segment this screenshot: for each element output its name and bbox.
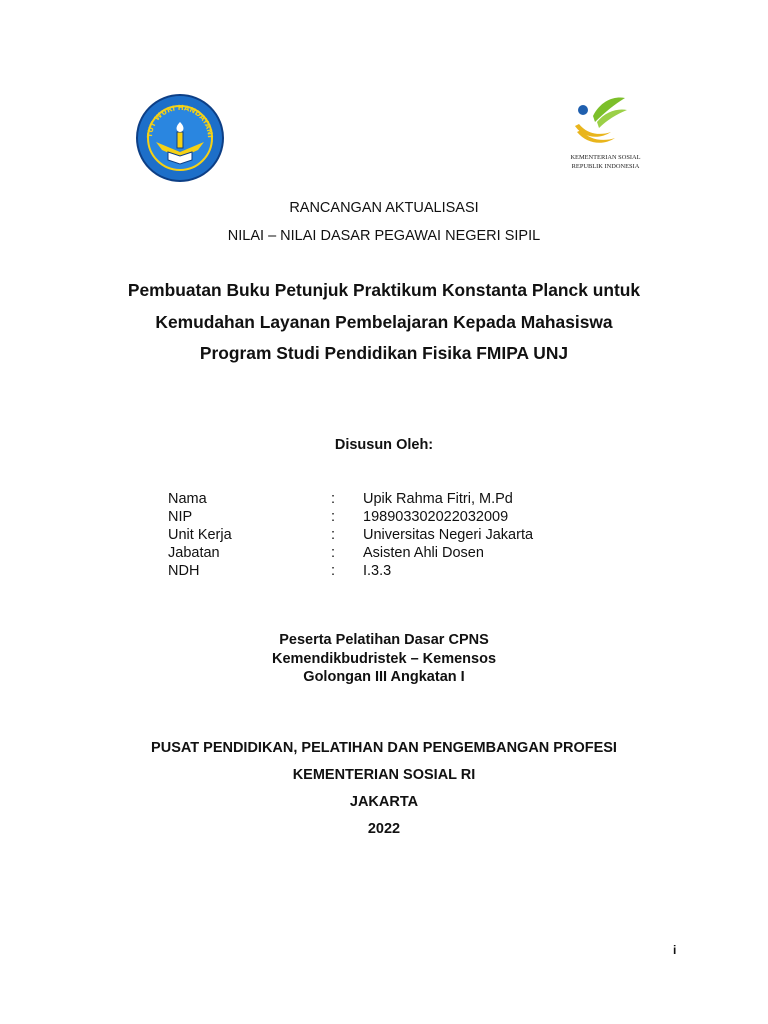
row-separator: : [331, 563, 336, 579]
author-row-ndh [0, 563, 768, 581]
row-value: I.3.3 [363, 563, 392, 579]
row-label: NDH [168, 563, 200, 579]
author-heading: Disusun Oleh: [334, 437, 434, 453]
kemensos-logo-line1: KEMENTERIAN SOSIAL [570, 154, 641, 161]
kemensos-logo-line2: REPUBLIK INDONESIA [571, 163, 640, 170]
author-row-jabatan [0, 545, 768, 563]
row-value: Upik Rahma Fitri, M.Pd [363, 491, 513, 507]
tut-wuri-handayani-logo [134, 92, 226, 184]
kemensos-leaf-icon [553, 92, 658, 152]
institution-city: JAKARTA [349, 794, 419, 810]
page-number: i [673, 943, 677, 957]
title-line-2: Kemudahan Layanan Pembelajaran Kepada Mahasiswa [155, 312, 613, 332]
kementerian-sosial-logo [553, 92, 658, 184]
row-label: Jabatan [168, 545, 220, 561]
row-value: 198903302022032009 [363, 509, 509, 525]
tut-wuri-handayani-emblem-icon [134, 92, 226, 184]
row-separator: : [331, 491, 336, 507]
row-separator: : [331, 509, 336, 525]
title-line-1: Pembuatan Buku Petunjuk Praktikum Konstanta Planck untuk [127, 280, 641, 300]
participant-line-3: Golongan III Angkatan I [303, 669, 465, 685]
row-label: NIP [168, 509, 193, 525]
participant-line-1: Peserta Pelatihan Dasar CPNS [279, 632, 489, 648]
row-label: Nama [168, 491, 207, 507]
row-value: Universitas Negeri Jakarta [363, 527, 534, 543]
row-separator: : [331, 545, 336, 561]
row-separator: : [331, 527, 336, 543]
author-row-nama [0, 491, 768, 509]
author-row-unit-kerja [0, 527, 768, 545]
header-line-1: RANCANGAN AKTUALISASI [289, 200, 479, 216]
author-row-nip [0, 509, 768, 527]
header-line-2: NILAI – NILAI DASAR PEGAWAI NEGERI SIPIL [227, 228, 541, 244]
institution-year: 2022 [367, 821, 401, 837]
participant-line-2: Kemendikbudristek – Kemensos [271, 651, 497, 667]
institution-line-1: PUSAT PENDIDIKAN, PELATIHAN DAN PENGEMBANGAN PROFESI [151, 740, 617, 756]
row-label: Unit Kerja [168, 527, 232, 543]
row-value: Asisten Ahli Dosen [363, 545, 484, 561]
title-line-3: Program Studi Pendidikan Fisika FMIPA UNJ [199, 343, 569, 363]
institution-line-2: KEMENTERIAN SOSIAL RI [292, 767, 476, 783]
emblem-ring-text: TUT WURI HANDAYANI [145, 103, 215, 139]
